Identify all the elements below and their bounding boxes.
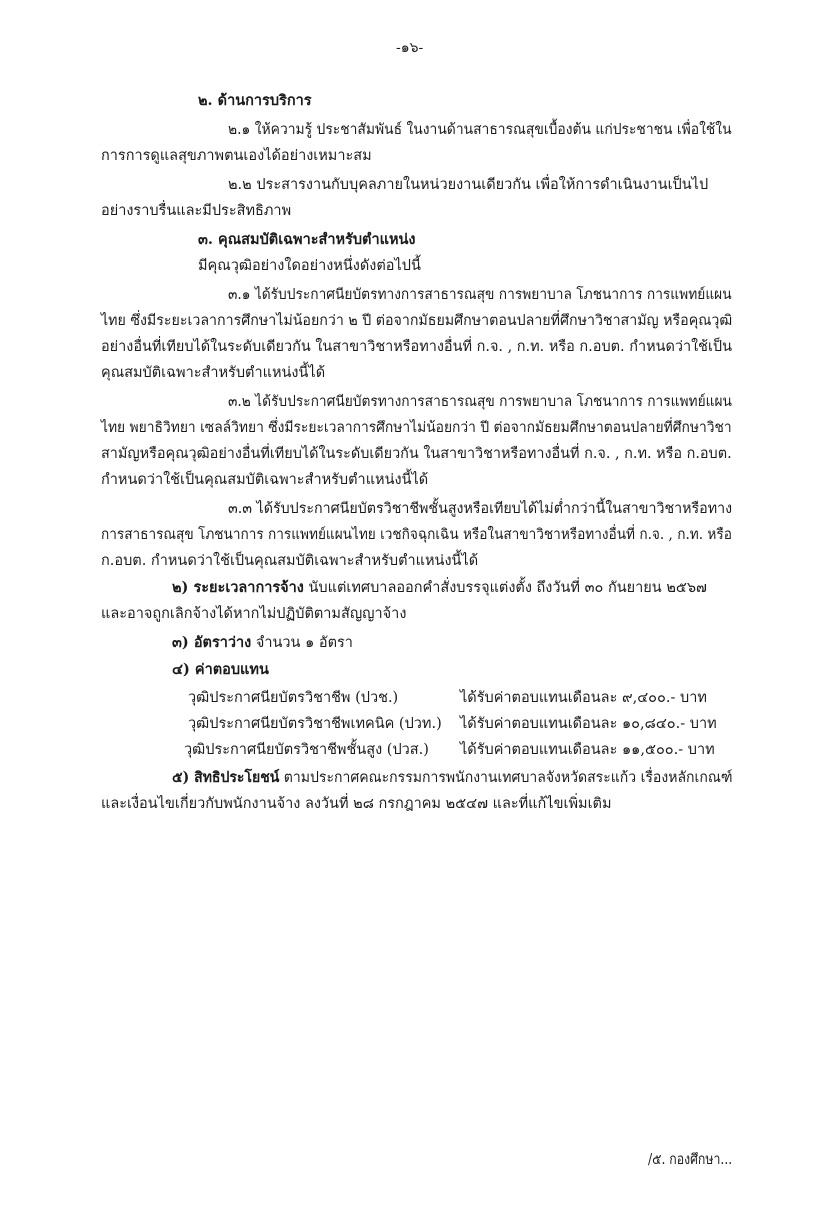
item-3-2-line-1: ๓.๒ ได้รับประกาศนียบัตรทางการสาธารณสุข การพยาบาล โภชนาการ การแพทย์แผน <box>228 394 732 410</box>
section-3-heading: ๓. คุณสมบัติเฉพาะสำหรับตำแหน่ง <box>198 231 416 248</box>
compensation-qual-1: วุฒิประกาศนียบัตรวิชาชีพ (ปวช.) <box>188 690 399 706</box>
vacancy-line <box>172 633 353 653</box>
vacancy-label: ๓) อัตราว่าง <box>172 634 252 651</box>
section-2-heading: ๒. ด้านการบริการ <box>198 92 312 109</box>
continuation-footer: /๕. กองศึกษา... <box>648 1152 733 1168</box>
item-3-3-line-3: ก.อบต. กำหนดว่าใช้เป็นคุณสมบัติเฉพาะสำหรับตำแหน่งนี้ได้ <box>101 553 479 569</box>
item-2-2-line-1: ๒.๒ ประสารงานกับบุคลภายในหน่วยงานเดียวกัน เพื่อให้การดำเนินงานเป็นไป <box>228 177 709 193</box>
benefits-label: ๕) สิทธิประโยชน์ <box>172 769 280 786</box>
compensation-pay-1: ได้รับค่าตอบแทนเดือนละ ๙,๔๐๐.- บาท <box>460 690 707 706</box>
item-3-2-line-2: ไทย พยาธิวิทยา เซลล์วิทยา ซึ่งมีระยะเวลาการศึกษาไม่น้อยกว่า ปี ต่อจากมัธยมศึกษาตอนปลายที่ศึกษาวิชา <box>101 420 732 436</box>
item-3-3-line-2: การสาธารณสุข โภชนาการ การแพทย์แผนไทย เวชกิจฉุกเฉิน หรือในสาขาวิชาหรือทางอื่นที่ ก.จ. , ก.ท. หรือ <box>101 527 732 543</box>
page-number: -๑๖- <box>396 40 424 56</box>
item-2-1-line-2: การการดูแลสุขภาพตนเองได้อย่างเหมาะสม <box>101 148 372 164</box>
vacancy-text: จำนวน ๑ อัตรา <box>251 635 353 651</box>
section-3-intro: มีคุณวุฒิอย่างใดอย่างหนึ่งดังต่อไปนี้ <box>198 258 421 274</box>
compensation-qual-3: วุฒิประกาศนียบัตรวิชาชีพชั้นสูง (ปวส.) <box>184 742 429 758</box>
compensation-qual-2: วุฒิประกาศนียบัตรวิชาชีพเทคนิค (ปวท.) <box>188 716 442 732</box>
item-3-1-line-2: ไทย ซึ่งมีระยะเวลาการศึกษาไม่น้อยกว่า ๒ ปี ต่อจากมัธยมศึกษาตอนปลายที่ศึกษาวิชาสามัญ หรือคุณวุฒิ <box>101 313 733 329</box>
employment-period-text: นับแต่เทศบาลออกคำสั่งบรรจุแต่งตั้ง ถึงวันที่ ๓๐ กันยายน ๒๕๖๗ <box>303 580 707 596</box>
item-3-1-line-1: ๓.๑ ได้รับประกาศนียบัตรทางการสาธารณสุข การพยาบาล โภชนาการ การแพทย์แผน <box>228 287 732 303</box>
item-3-2-line-4: กำหนดว่าใช้เป็นคุณสมบัติเฉพาะสำหรับตำแหน่งนี้ได้ <box>101 472 429 488</box>
item-3-1-line-3: อย่างอื่นที่เทียบได้ในระดับเดียวกัน ในสาขาวิชาหรือทางอื่นที่ ก.จ. , ก.ท. หรือ ก.อบต. กำหนดว่าใช้เป็น <box>101 339 732 355</box>
benefits-line-1 <box>172 768 732 788</box>
compensation-pay-2: ได้รับค่าตอบแทนเดือนละ ๑๐,๘๔๐.- บาท <box>460 716 717 732</box>
item-3-3-line-1: ๓.๓ ได้รับประกาศนียบัตรวิชาชีพชั้นสูงหรือเทียบได้ไม่ต่ำกว่านี้ในสาขาวิชาหรือทาง <box>228 501 733 517</box>
employment-period-line-2: และอาจถูกเลิกจ้างได้หากไม่ปฏิบัติตามสัญญาจ้าง <box>101 606 407 622</box>
employment-period-label: ๒) ระยะเวลาการจ้าง <box>172 579 304 596</box>
employment-period-line-1 <box>172 578 707 598</box>
item-2-1-line-1: ๒.๑ ให้ความรู้ ประชาสัมพันธ์ ในงานด้านสาธารณสุขเบื้องต้น แก่ประชาชน เพื่อใช้ใน <box>228 122 732 138</box>
compensation-pay-3: ได้รับค่าตอบแทนเดือนละ ๑๑,๕๐๐.- บาท <box>460 742 715 758</box>
benefits-text: ตามประกาศคณะกรรมการพนักงานเทศบาลจังหวัดสระแก้ว เรื่องหลักเกณฑ์ <box>279 770 733 786</box>
item-3-2-line-3: สามัญหรือคุณวุฒิอย่างอื่นที่เทียบได้ในระดับเดียวกัน ในสาขาวิชาหรือทางอื่นที่ ก.จ. , ก.ท. หรือ ก.อบต. <box>101 446 732 462</box>
compensation-heading: ๔) ค่าตอบแทน <box>172 661 269 678</box>
benefits-line-2: และเงื่อนไขเกี่ยวกับพนักงานจ้าง ลงวันที่ ๒๘ กรกฎาคม ๒๕๔๗ และที่แก้ไขเพิ่มเติม <box>101 796 612 812</box>
item-3-1-line-4: คุณสมบัติเฉพาะสำหรับตำแหน่งนี้ได้ <box>101 365 326 381</box>
item-2-2-line-2: อย่างราบรื่นและมีประสิทธิภาพ <box>101 203 292 219</box>
